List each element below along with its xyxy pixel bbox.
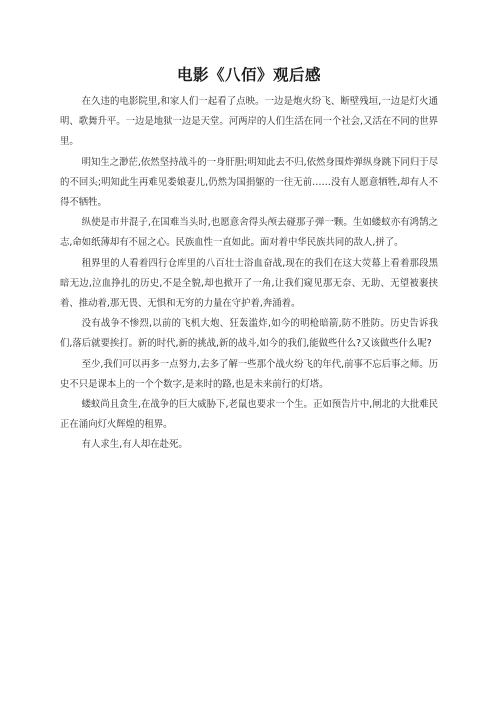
document-title: 电影《八佰》观后感: [176, 66, 321, 84]
paragraph-1: 在久违的电影院里,和家人们一起看了点映。一边是炮火纷飞、断壁残垣,一边是灯火通明、歌舞升平。一边是地狱一边是天堂。河两岸的人们生活在同一个社会,又活在不同的世界里。: [60, 96, 438, 148]
paragraph-6: 至少,我们可以再多一点努力,去多了解一些那个战火纷飞的年代,前事不忘后事之师。历史不只是课本上的一个个数字,是来时的路,也是未来前行的灯塔。: [60, 358, 438, 390]
paragraph-8: 有人求生,有人却在赴死。: [81, 439, 188, 451]
paragraph-2: 明知生之渺茫,依然坚持战斗的一身肝胆;明知此去不归,依然身围炸弹纵身跳下同归于尽的不回头;明知此生再难见娄娘妻儿,仍然为国捐躯的一往无前……没有人愿意牺牲,却有人不得不牺牲。: [60, 156, 438, 209]
paragraph-3: 纵使是市井混子,在国难当头时,也愿意舍得头颅去碰那子弹一颗。生如蝼蚁亦有鸿鹄之志,命如纸薄却有不屈之心。民族血性一直如此。面对着中华民族共同的敌人,拼了。: [60, 217, 438, 249]
paragraph-5: 没有战争不惨烈,以前的飞机大炮、狂轰滥炸,如今的明枪暗箭,防不胜防。历史告诉我们,落后就要挨打。新的时代,新的挑战,新的战斗,如今的我们,能做些什么?又该做些什么呢?: [60, 318, 438, 350]
paragraph-7: 蝼蚁尚且贪生,在战争的巨大威胁下,老鼠也要求一个生。正如预告片中,闸北的大批难民正在涌向灯火辉煌的租界。: [60, 399, 438, 431]
paragraph-4: 租界里的人看着四行仓库里的八百壮士浴血奋战,现在的我们在这大荧幕上看着那段黑暗无边,泣血挣扎的历史,不是全貌,却也掀开了一角,让我们窥见那无奈、无助、无望被裹挟着、推动着,那无畏、无惧和无穷的力量在守护着,奔涌着。: [60, 257, 438, 310]
